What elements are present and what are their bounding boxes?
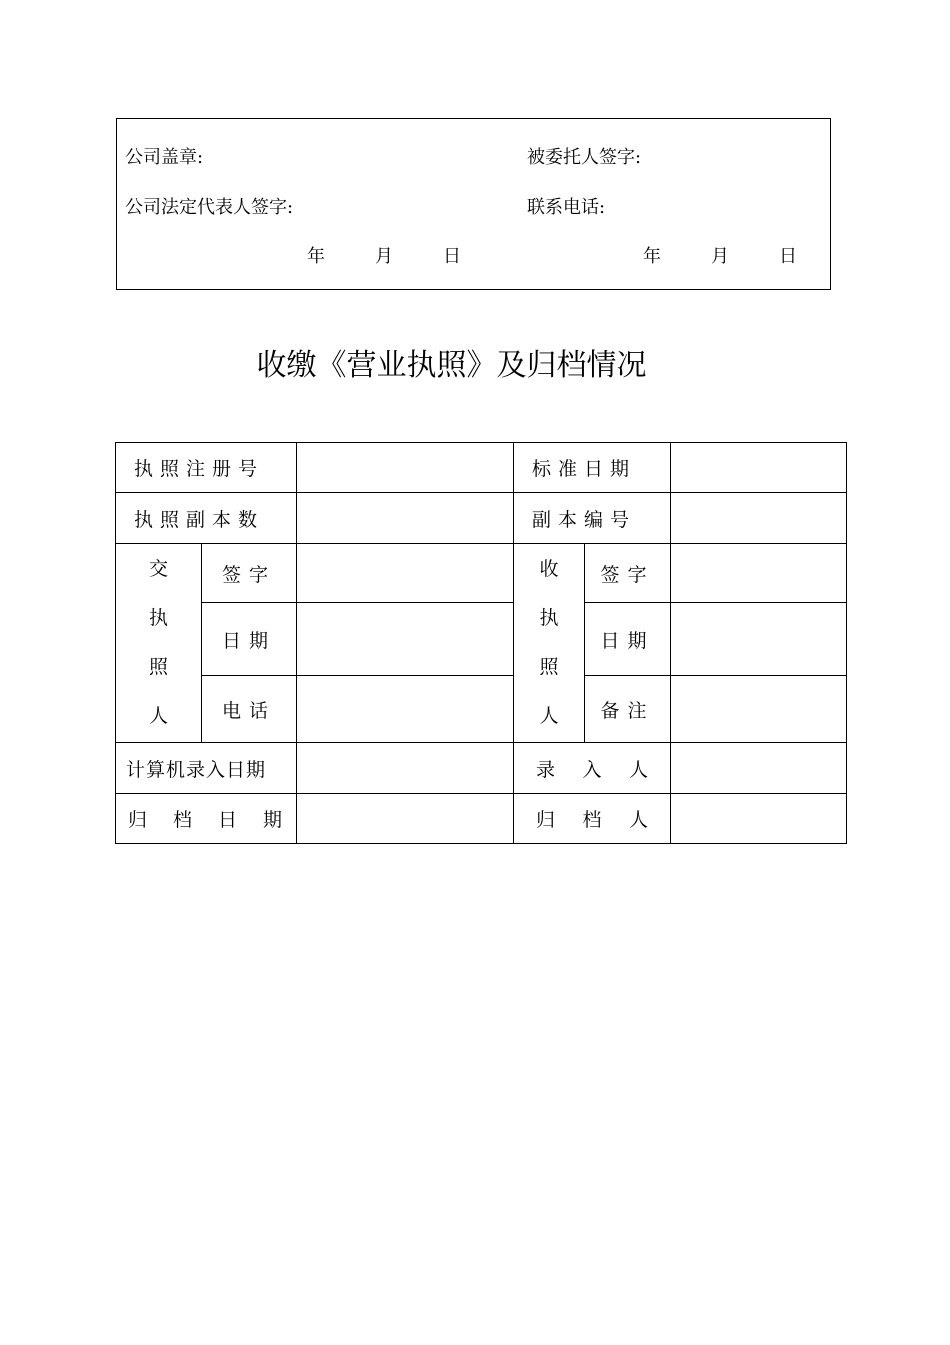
entry-person-char: 入 — [582, 758, 602, 781]
company-seal-label: 公司盖章: — [125, 147, 204, 168]
contact-phone-label: 联系电话: — [527, 197, 606, 218]
trustee-signature-label: 被委托人签字: — [527, 147, 642, 168]
receiver-label — [514, 544, 585, 743]
entry-person-label — [514, 743, 671, 794]
archiver-char: 档 — [582, 809, 602, 831]
archive-date-label — [116, 794, 297, 844]
date-right-month: 月 — [711, 246, 729, 267]
submitter-phone-field[interactable] — [297, 676, 514, 743]
archive-date-char: 日 — [218, 809, 238, 831]
submitter-label — [116, 544, 202, 743]
copy-count-label: 执照副本数 — [116, 493, 297, 544]
submitter-phone-label: 电话 — [202, 676, 297, 743]
archive-date-char: 期 — [263, 809, 283, 831]
computer-entry-date-label: 计算机录入日期 — [116, 743, 297, 794]
entry-person-char: 人 — [629, 758, 649, 781]
archive-date-char: 归 — [128, 809, 148, 831]
receiver-remark-field[interactable] — [671, 676, 847, 743]
copy-number-label: 副本编号 — [514, 493, 671, 544]
submitter-date-field[interactable] — [297, 603, 514, 676]
submitter-date-label: 日期 — [202, 603, 297, 676]
approval-date-label: 标准日期 — [514, 443, 671, 493]
submitter-char: 人 — [148, 705, 168, 727]
submitter-char: 交 — [148, 558, 168, 580]
archiver-label — [514, 794, 671, 844]
entry-person-char: 录 — [536, 758, 556, 781]
entry-person-field[interactable] — [671, 743, 847, 794]
date-right-year: 年 — [643, 246, 661, 267]
submitter-signature-label: 签字 — [202, 544, 297, 603]
receiver-signature-field[interactable] — [671, 544, 847, 603]
date-left-month: 月 — [375, 246, 393, 267]
archiver-char: 归 — [536, 809, 556, 831]
license-archive-table — [115, 442, 847, 844]
archive-date-char: 档 — [173, 809, 193, 831]
date-left-year: 年 — [307, 246, 325, 267]
computer-entry-date-field[interactable] — [297, 743, 514, 794]
submitter-signature-field[interactable] — [297, 544, 514, 603]
receiver-signature-label: 签字 — [585, 544, 671, 603]
copy-number-field[interactable] — [671, 493, 847, 544]
page-title: 收缴《营业执照》及归档情况 — [256, 348, 647, 383]
submitter-char: 执 — [148, 607, 168, 629]
date-left-day: 日 — [443, 246, 461, 267]
archive-date-field[interactable] — [297, 794, 514, 844]
receiver-date-field[interactable] — [671, 603, 847, 676]
receiver-char: 收 — [539, 558, 559, 580]
submitter-char: 照 — [148, 656, 168, 678]
archiver-char: 人 — [629, 809, 649, 831]
signature-box — [116, 118, 831, 290]
license-reg-no-label: 执照注册号 — [116, 443, 297, 493]
legal-rep-signature-label: 公司法定代表人签字: — [125, 197, 294, 218]
receiver-char: 执 — [539, 607, 559, 629]
license-reg-no-field[interactable] — [297, 443, 514, 493]
receiver-char: 照 — [539, 656, 559, 678]
approval-date-field[interactable] — [671, 443, 847, 493]
receiver-char: 人 — [539, 705, 559, 727]
copy-count-field[interactable] — [297, 493, 514, 544]
receiver-date-label: 日期 — [585, 603, 671, 676]
archiver-field[interactable] — [671, 794, 847, 844]
date-right-day: 日 — [779, 246, 797, 267]
receiver-remark-label: 备注 — [585, 676, 671, 743]
